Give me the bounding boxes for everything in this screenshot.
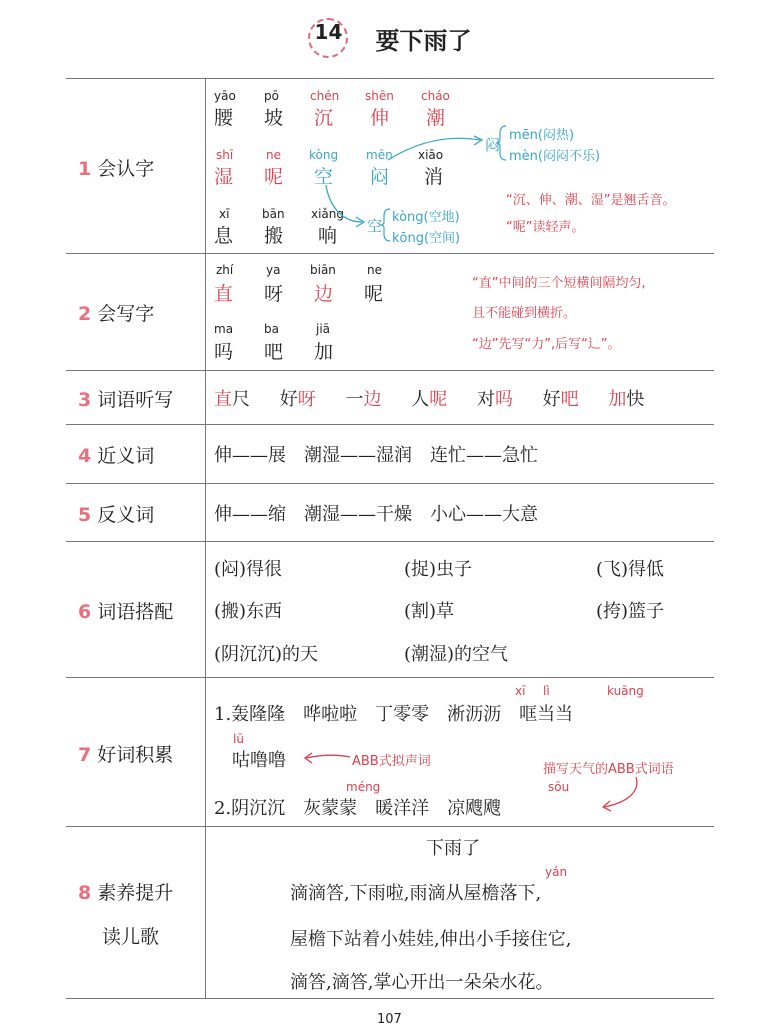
- character: 呀: [264, 283, 284, 305]
- note-zhi-strokes-2: 且不能碰到横折。: [472, 306, 577, 321]
- dictation-row: [214, 385, 644, 411]
- dictation-char: 对: [476, 389, 495, 410]
- collocation-item: (挎)篮子: [596, 601, 665, 622]
- character: 闷: [370, 166, 390, 188]
- collocation-item: (闷)得很: [214, 559, 283, 580]
- synonyms-line: 伸——展 潮湿——湿润 连忙——急忙: [214, 445, 538, 466]
- character: 响: [318, 225, 338, 247]
- dictation-char: 人: [411, 389, 430, 410]
- section-label-synonyms: 4 近义词: [78, 445, 155, 467]
- dictation-char: 尺: [232, 389, 250, 410]
- annotation-men-2: mèn(闷闷不乐): [509, 149, 601, 164]
- character: 坡: [264, 107, 284, 129]
- character: 吗: [214, 341, 234, 363]
- character: 吧: [264, 341, 284, 363]
- section-label-good-words: 7 好词积累: [78, 744, 174, 766]
- dictation-char-written: 吗: [494, 389, 513, 410]
- poem-line: 滴滴答,下雨啦,雨滴从屋檐落下,: [290, 883, 542, 904]
- pinyin: mēn: [366, 148, 393, 162]
- annotation-char-men: 闷: [485, 136, 501, 154]
- pinyin: xī: [515, 684, 526, 698]
- dictation-char-written: 吧: [560, 389, 579, 410]
- character: 消: [424, 166, 444, 188]
- collocation-item: (飞)得低: [596, 559, 665, 580]
- pinyin: ma: [214, 322, 234, 336]
- section-label-collocations: 6 词语搭配: [78, 601, 174, 623]
- lesson-number-badge: 14: [308, 18, 348, 58]
- section-label-recognize: 1 会认字: [78, 158, 155, 180]
- table-bottom-border: [66, 998, 714, 999]
- pinyin: sōu: [548, 780, 570, 794]
- dictation-char-written: 呢: [429, 389, 448, 410]
- dictation-char-written: 呀: [297, 389, 316, 410]
- character: 呢: [264, 166, 284, 188]
- annotation-men-1: mēn(闷热): [509, 128, 575, 143]
- pinyin: xiāo: [418, 148, 444, 162]
- dictation-char-written: 加: [608, 389, 627, 410]
- character: 湿: [214, 166, 234, 188]
- pinyin: zhí: [216, 263, 234, 277]
- character: 加: [314, 341, 334, 363]
- collocation-item: (割)草: [404, 601, 455, 622]
- pinyin: chén: [310, 89, 340, 103]
- character: 边: [314, 283, 334, 305]
- pinyin: cháo: [421, 89, 450, 103]
- row-divider: [66, 826, 714, 827]
- words-line-onomatopoeia: 1.轰隆隆 哗啦啦 丁零零 淅沥沥 哐当当: [214, 704, 574, 725]
- pinyin: méng: [346, 780, 381, 794]
- note-neutral-tone: “呢”读轻声。: [506, 220, 585, 235]
- pinyin: ne: [367, 263, 382, 277]
- pinyin: biān: [310, 263, 336, 277]
- antonyms-line: 伸——缩 潮湿——干燥 小心——大意: [214, 504, 538, 525]
- section-label-literacy: 8 素养提升: [78, 882, 174, 904]
- pinyin: shī: [216, 148, 234, 162]
- annotation-kong-1: kòng(空地): [392, 210, 460, 225]
- pinyin: jiā: [316, 322, 331, 336]
- words-line-onomatopoeia-2: 咕噜噜: [232, 750, 286, 771]
- pinyin: ya: [266, 263, 281, 277]
- pinyin: pō: [264, 89, 279, 103]
- note-abb-onomatopoeia: ABB式拟声词: [352, 754, 431, 769]
- pinyin: yán: [545, 865, 568, 879]
- dictation-char: 一: [345, 389, 364, 410]
- character: 搬: [264, 225, 284, 247]
- pinyin: xiǎng: [311, 207, 345, 221]
- section-label-dictation: 3 词语听写: [78, 389, 174, 411]
- collocation-item: (阴沉沉)的天: [214, 644, 319, 665]
- row-divider: [66, 483, 714, 484]
- pinyin: lì: [543, 684, 550, 698]
- pinyin: yāo: [214, 89, 236, 103]
- character: 沉: [314, 107, 334, 129]
- words-line-weather: 2.阴沉沉 灰蒙蒙 暖洋洋 凉飕飕: [214, 798, 502, 819]
- poem-line: 屋檐下站着小娃娃,伸出小手接住它,: [290, 929, 572, 950]
- pinyin: ne: [266, 148, 281, 162]
- character: 呢: [364, 283, 384, 305]
- poem-line: 滴答,滴答,掌心开出一朵朵水花。: [290, 972, 554, 993]
- character: 伸: [370, 107, 390, 129]
- dictation-char: 好: [542, 389, 561, 410]
- character: 空: [314, 166, 334, 188]
- section-label-write: 2 会写字: [78, 303, 155, 325]
- pinyin: shēn: [365, 89, 394, 103]
- note-retroflex: “沉、伸、潮、湿”是翘舌音。: [506, 193, 676, 208]
- pinyin: ba: [264, 322, 279, 336]
- collocation-item: (搬)东西: [214, 601, 283, 622]
- row-divider: [66, 541, 714, 542]
- annotation-kong-2: kōng(空间): [392, 231, 461, 246]
- note-zhi-strokes: “直”中间的三个短横间隔均匀,: [472, 276, 646, 291]
- dictation-char: 好: [279, 389, 298, 410]
- poem-title: 下雨了: [426, 838, 480, 859]
- row-divider: [66, 370, 714, 371]
- character: 腰: [214, 107, 234, 129]
- annotation-char-kong: 空: [367, 217, 383, 235]
- pinyin: xī: [219, 207, 230, 221]
- page-number: 107: [377, 1012, 402, 1027]
- section-label-antonyms: 5 反义词: [78, 504, 155, 526]
- dictation-char-written: 边: [363, 389, 382, 410]
- lesson-title: 要下雨了: [375, 26, 472, 55]
- dictation-char: 快: [626, 389, 645, 410]
- note-bian-order: “边”先写“力”,后写“辶”。: [472, 337, 621, 352]
- collocation-item: (潮湿)的空气: [404, 644, 509, 665]
- section-sublabel-nursery-rhyme: 读儿歌: [102, 926, 160, 948]
- annotation-arrows: [0, 0, 780, 260]
- pinyin: bān: [262, 207, 285, 221]
- row-divider: [66, 424, 714, 425]
- character: 直: [214, 283, 234, 305]
- pinyin: kòng: [309, 148, 339, 162]
- dictation-char-written: 直: [214, 389, 232, 410]
- pinyin: kuāng: [607, 684, 644, 698]
- note-abb-weather: 描写天气的ABB式词语: [543, 762, 674, 777]
- collocation-item: (捉)虫子: [404, 559, 473, 580]
- pinyin: lū: [233, 732, 244, 746]
- character: 息: [214, 225, 234, 247]
- character: 潮: [426, 107, 446, 129]
- row-divider: [66, 677, 714, 678]
